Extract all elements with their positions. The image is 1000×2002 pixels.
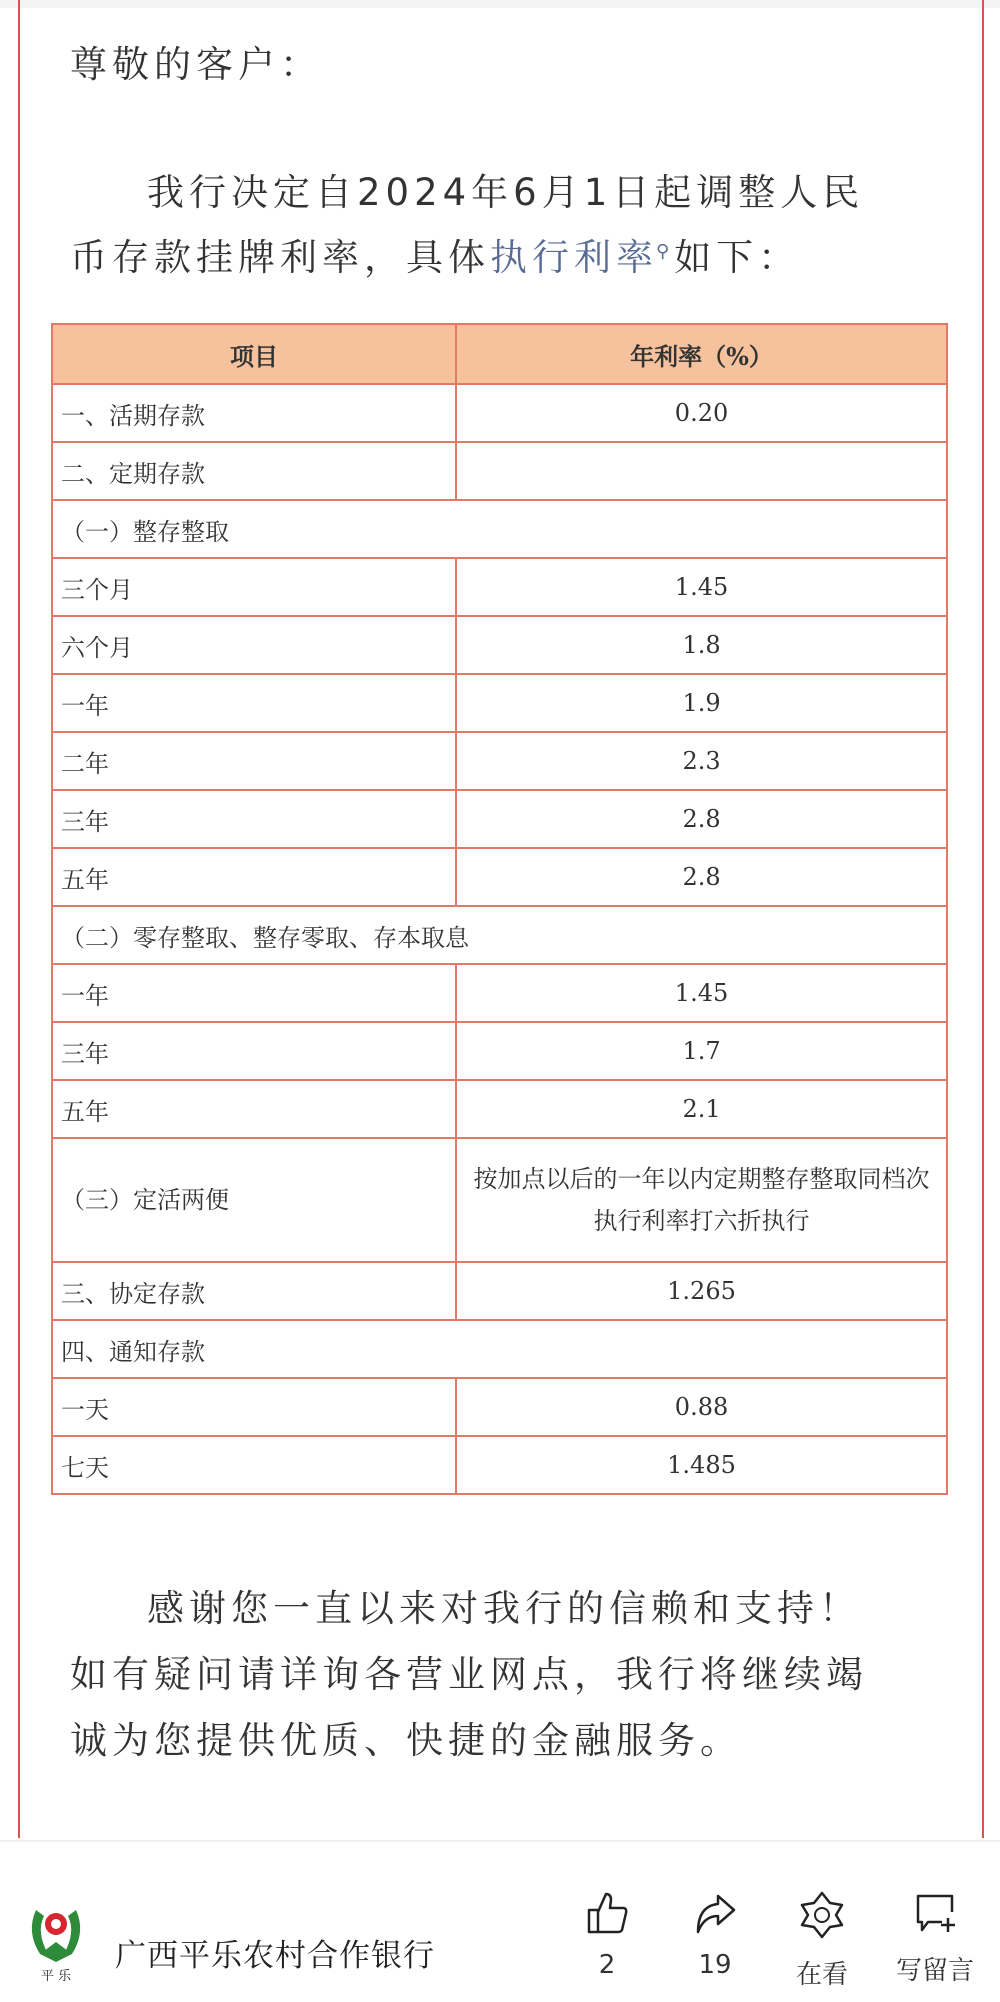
table-header-row bbox=[52, 324, 947, 384]
search-icon[interactable]: ⚲ bbox=[656, 240, 675, 262]
like-count: 2 bbox=[598, 1950, 616, 1980]
table-row bbox=[52, 906, 947, 964]
table-row bbox=[52, 1320, 947, 1378]
header-item: 项目 bbox=[52, 324, 456, 384]
row-rate bbox=[456, 442, 947, 500]
table-row bbox=[52, 732, 947, 790]
share-arrow-icon bbox=[692, 1890, 738, 1936]
table-row bbox=[52, 384, 947, 442]
table-row bbox=[52, 558, 947, 616]
row-item: 一年 bbox=[52, 964, 456, 1022]
row-rate: 1.7 bbox=[456, 1022, 947, 1080]
search-link-execution-rate[interactable]: 执行利率 bbox=[490, 236, 658, 279]
row-item: 三、协定存款 bbox=[52, 1262, 456, 1320]
row-item: 五年 bbox=[52, 848, 456, 906]
table-row bbox=[52, 442, 947, 500]
table-row bbox=[52, 1262, 947, 1320]
row-item: （一）整存整取 bbox=[52, 500, 947, 558]
row-rate: 2.3 bbox=[456, 732, 947, 790]
intro-text-end: 如下： bbox=[674, 236, 801, 279]
interest-rate-table bbox=[51, 323, 948, 1495]
row-item: 三个月 bbox=[52, 558, 456, 616]
header-rate: 年利率（%） bbox=[456, 324, 947, 384]
table-row bbox=[52, 1138, 947, 1262]
row-item: 二、定期存款 bbox=[52, 442, 456, 500]
comment-label: 写留言 bbox=[895, 1956, 974, 1986]
table-row bbox=[52, 1022, 947, 1080]
row-rate: 1.45 bbox=[456, 964, 947, 1022]
star-flower-icon bbox=[799, 1890, 845, 1940]
row-rate: 0.20 bbox=[456, 384, 947, 442]
closing-line-3: 诚为您提供优质、快捷的金融服务。 bbox=[70, 1719, 742, 1762]
row-rate: 1.265 bbox=[456, 1262, 947, 1320]
intro-line-1: 我行决定自2024年6月1日起调整人民 bbox=[147, 171, 865, 214]
share-count: 19 bbox=[698, 1950, 732, 1980]
row-item: （二）零存整取、整存零取、存本取息 bbox=[52, 906, 947, 964]
row-item: 六个月 bbox=[52, 616, 456, 674]
row-item: 一年 bbox=[52, 674, 456, 732]
table-row bbox=[52, 500, 947, 558]
row-rate: 1.485 bbox=[456, 1436, 947, 1494]
row-rate: 0.88 bbox=[456, 1378, 947, 1436]
table-row bbox=[52, 790, 947, 848]
row-item: 三年 bbox=[52, 1022, 456, 1080]
like-button[interactable] bbox=[562, 1890, 652, 1980]
closing-line-1: 感谢您一直以来对我行的信赖和支持！ bbox=[147, 1587, 861, 1630]
row-item: 七天 bbox=[52, 1436, 456, 1494]
row-rate: 按加点以后的一年以内定期整存整取同档次执行利率打六折执行 bbox=[456, 1138, 947, 1262]
thumbs-up-icon bbox=[585, 1890, 629, 1936]
comment-button[interactable] bbox=[885, 1890, 985, 1987]
row-item: 三年 bbox=[52, 790, 456, 848]
row-item: 一天 bbox=[52, 1378, 456, 1436]
table-row bbox=[52, 1436, 947, 1494]
greeting: 尊敬的客户： bbox=[70, 43, 322, 86]
bank-name[interactable]: 广西平乐农村合作银行 bbox=[115, 1938, 435, 1974]
table-row bbox=[52, 674, 947, 732]
bank-logo[interactable] bbox=[26, 1902, 86, 1984]
table-row bbox=[52, 1378, 947, 1436]
row-rate: 2.1 bbox=[456, 1080, 947, 1138]
row-rate: 2.8 bbox=[456, 848, 947, 906]
watching-button[interactable] bbox=[777, 1890, 867, 1991]
closing-line-2: 如有疑问请详询各营业网点，我行将继续竭 bbox=[70, 1653, 868, 1696]
row-rate: 2.8 bbox=[456, 790, 947, 848]
row-item: （三）定活两便 bbox=[52, 1138, 456, 1262]
svg-text:平 乐: 平 乐 bbox=[40, 1969, 72, 1984]
row-item: 五年 bbox=[52, 1080, 456, 1138]
comment-add-icon bbox=[912, 1890, 958, 1936]
row-item: 一、活期存款 bbox=[52, 384, 456, 442]
article-footer bbox=[0, 1842, 1000, 2002]
watching-label: 在看 bbox=[795, 1960, 848, 1990]
intro-text: 币存款挂牌利率，具体 bbox=[70, 236, 490, 279]
row-item: 四、通知存款 bbox=[52, 1320, 947, 1378]
row-item: 二年 bbox=[52, 732, 456, 790]
share-button[interactable] bbox=[670, 1890, 760, 1980]
intro-line-2 bbox=[70, 227, 800, 281]
table-row bbox=[52, 616, 947, 674]
row-rate: 1.9 bbox=[456, 674, 947, 732]
row-rate: 1.8 bbox=[456, 616, 947, 674]
table-row bbox=[52, 964, 947, 1022]
table-row bbox=[52, 1080, 947, 1138]
row-rate: 1.45 bbox=[456, 558, 947, 616]
table-row bbox=[52, 848, 947, 906]
